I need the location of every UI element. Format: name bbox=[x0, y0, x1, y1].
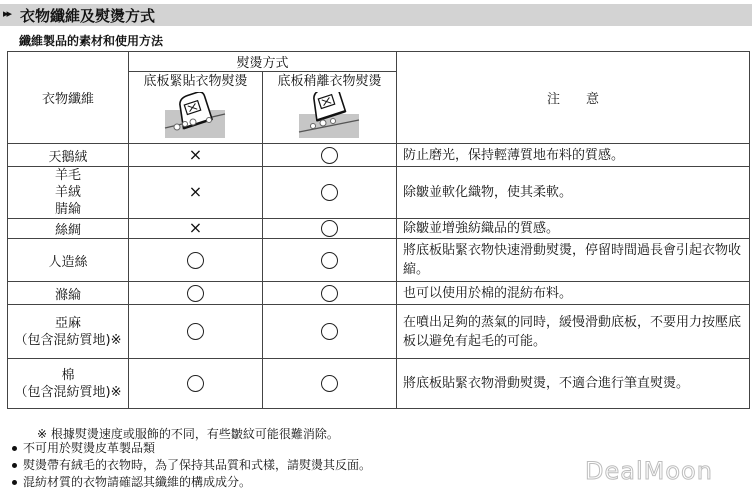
bullet-icon bbox=[12, 463, 17, 468]
method-1-cell bbox=[129, 144, 263, 167]
svg-text:DealMoon: DealMoon bbox=[585, 457, 713, 485]
watermark-logo bbox=[583, 455, 752, 485]
method-1-cell bbox=[129, 167, 263, 219]
table-header-row bbox=[8, 52, 750, 72]
circle-mark-icon bbox=[321, 375, 338, 392]
table-row bbox=[8, 219, 750, 239]
header-method-1 bbox=[129, 72, 263, 144]
iron-hover-icon bbox=[297, 92, 363, 140]
double-arrow-icon: ▸▸ bbox=[3, 7, 11, 20]
table-row bbox=[8, 167, 750, 219]
ironing-table bbox=[7, 51, 750, 409]
cross-mark-icon: × bbox=[188, 182, 203, 201]
fiber-cell: 天鵝絨 bbox=[8, 144, 129, 167]
list-item: 不可用於熨燙皮革製品類 bbox=[12, 440, 371, 457]
header-notes: 注 意 bbox=[397, 52, 750, 144]
section-header bbox=[0, 4, 752, 26]
cross-mark-icon: × bbox=[188, 144, 203, 164]
subsection-title: 纖維製品的素材和使用方法 bbox=[19, 34, 164, 48]
table-row bbox=[8, 144, 750, 167]
list-item: 熨燙帶有絨毛的衣物時，為了保持其品質和式樣，請熨燙其反面。 bbox=[12, 457, 371, 474]
note-cell: 也可以使用於棉的混紡布料。 bbox=[397, 282, 750, 305]
method-2-cell bbox=[263, 144, 397, 167]
circle-mark-icon bbox=[321, 252, 338, 269]
method-1-cell bbox=[129, 282, 263, 305]
iron-press-icon bbox=[163, 92, 229, 140]
circle-mark-icon bbox=[187, 323, 204, 340]
header-fiber: 衣物纖維 bbox=[8, 52, 129, 144]
bullet-list bbox=[12, 440, 371, 491]
method-1-cell bbox=[129, 219, 263, 239]
circle-mark-icon bbox=[321, 184, 338, 201]
list-item: 混紡材質的衣物請確認其纖維的構成成分。 bbox=[12, 474, 371, 491]
fiber-cell: 人造絲 bbox=[8, 239, 129, 282]
cross-mark-icon: × bbox=[188, 218, 203, 237]
method-1-cell bbox=[129, 359, 263, 409]
circle-mark-icon bbox=[187, 375, 204, 392]
bullet-icon bbox=[12, 480, 17, 485]
header-method-group: 熨燙方式 bbox=[129, 52, 397, 72]
method-1-cell bbox=[129, 239, 263, 282]
note-cell: 除皺並軟化織物，使其柔軟。 bbox=[397, 167, 750, 219]
note-cell: 在噴出足夠的蒸氣的同時，緩慢滑動底板，不要用力按壓底板以避免有起毛的可能。 bbox=[397, 305, 750, 359]
note-cell: 將底板貼緊衣物滑動熨燙，不適合進行筆直熨燙。 bbox=[397, 359, 750, 409]
table-row bbox=[8, 305, 750, 359]
method-1-cell bbox=[129, 305, 263, 359]
note-cell: 防止磨光，保持輕薄質地布料的質感。 bbox=[397, 144, 750, 167]
note-cell: 除皺並增強紡織品的質感。 bbox=[397, 219, 750, 239]
fiber-cell: 滌綸 bbox=[8, 282, 129, 305]
circle-mark-icon bbox=[321, 220, 338, 237]
circle-mark-icon bbox=[187, 285, 204, 302]
section-title: 衣物纖維及熨燙方式 bbox=[20, 7, 156, 25]
circle-mark-icon bbox=[321, 147, 338, 164]
fiber-cell: 絲綢 bbox=[8, 219, 129, 239]
method-2-cell bbox=[263, 282, 397, 305]
method-2-cell bbox=[263, 305, 397, 359]
circle-mark-icon bbox=[187, 252, 204, 269]
fiber-cell: 亞麻 （包含混紡質地)※ bbox=[8, 305, 129, 359]
method-2-cell bbox=[263, 359, 397, 409]
footnote: ※ 根據熨燙速度或服飾的不同，有些皺紋可能很難消除。 bbox=[37, 427, 339, 441]
fiber-cell: 棉 （包含混紡質地)※ bbox=[8, 359, 129, 409]
table-row bbox=[8, 282, 750, 305]
note-cell: 將底板貼緊衣物快速滑動熨燙，停留時間過長會引起衣物收縮。 bbox=[397, 239, 750, 282]
circle-mark-icon bbox=[321, 285, 338, 302]
fiber-cell: 羊毛 羊絨 腈綸 bbox=[8, 167, 129, 219]
method-2-cell bbox=[263, 239, 397, 282]
method-1-label: 底板緊貼衣物熨燙 bbox=[143, 74, 248, 89]
method-2-label: 底板稍離衣物熨燙 bbox=[277, 74, 382, 89]
header-method-2 bbox=[263, 72, 397, 144]
method-2-cell bbox=[263, 219, 397, 239]
bullet-icon bbox=[12, 446, 17, 451]
table-row bbox=[8, 359, 750, 409]
circle-mark-icon bbox=[321, 323, 338, 340]
table-row bbox=[8, 239, 750, 282]
method-2-cell bbox=[263, 167, 397, 219]
